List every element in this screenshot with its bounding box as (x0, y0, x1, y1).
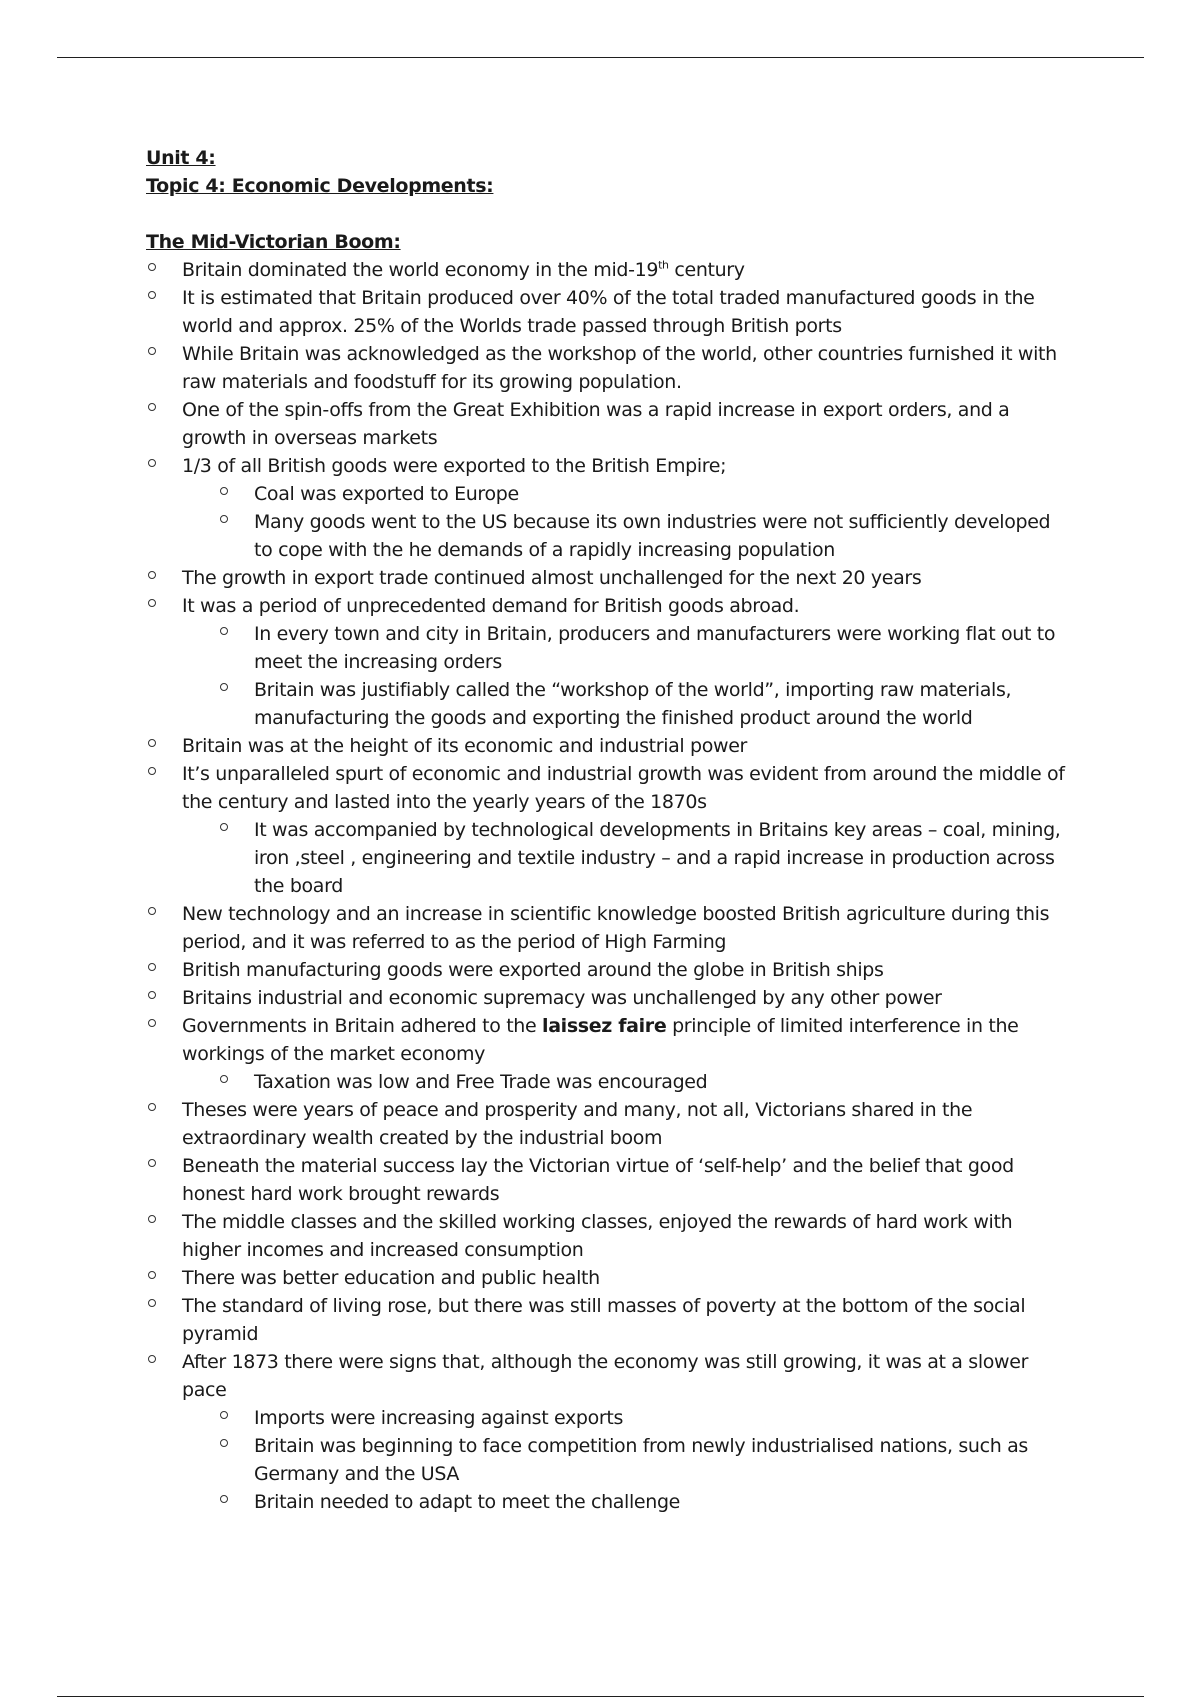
sub-list-item-text: Britain needed to adapt to meet the challenge (254, 1491, 680, 1513)
sub-list-item (146, 1404, 1066, 1432)
sub-list-item (146, 676, 1066, 732)
list-item-text: The growth in export trade continued almost unchallenged for the next 20 years (182, 567, 922, 589)
list-item (146, 340, 1066, 396)
list-item (146, 564, 1066, 592)
bullet-icon (220, 515, 228, 523)
bullet-icon (148, 403, 156, 411)
list-item-text: Britain was at the height of its economic and industrial power (182, 735, 748, 757)
list-item-text: It is estimated that Britain produced over 40% of the total traded manufactured goods in the world and approx. 25% of the Worlds trade passed through British ports (182, 287, 1035, 337)
bullet-icon (220, 627, 228, 635)
list-item (146, 256, 1066, 284)
list-item-text: While Britain was acknowledged as the workshop of the world, other countries furnished it with raw materials and foodstuff for its growing population. (182, 343, 1057, 393)
list-item (146, 452, 1066, 564)
list-item-text: One of the spin-offs from the Great Exhibition was a rapid increase in export orders, and a growth in overseas markets (182, 399, 1010, 449)
list-item-text: British manufacturing goods were exported around the globe in British ships (182, 959, 884, 981)
bullet-icon (148, 991, 156, 999)
spacer (146, 200, 1066, 228)
list-item (146, 1152, 1066, 1208)
list-item-text: It’s unparalleled spurt of economic and industrial growth was evident from around the middle of the century and lasted into the yearly years of the 1870s (182, 763, 1065, 813)
bullet-icon (148, 1299, 156, 1307)
list-item (146, 284, 1066, 340)
sub-list (182, 1068, 1066, 1096)
sub-list-item-text: Many goods went to the US because its own industries were not sufficiently developed to cope with the he demands of a rapidly increasing population (254, 511, 1051, 561)
sub-list (182, 480, 1066, 564)
superscript: th (658, 258, 669, 272)
bullet-icon (148, 1159, 156, 1167)
sub-list-item-text: Britain was justifiably called the “workshop of the world”, importing raw materials, manufacturing the goods and exporting the finished product around the world (254, 679, 1012, 729)
bullet-icon (148, 263, 156, 271)
list-item-text: After 1873 there were signs that, although the economy was still growing, it was at a slower pace (182, 1351, 1029, 1401)
list-item-text: Beneath the material success lay the Victorian virtue of ‘self-help’ and the belief that good honest hard work brought rewards (182, 1155, 1014, 1205)
sub-list (182, 620, 1066, 732)
list-item-text: Britain dominated the world economy in the mid-19 (182, 259, 659, 281)
document-body (146, 144, 1066, 1516)
bullet-icon (148, 347, 156, 355)
list-item (146, 760, 1066, 900)
bullet-icon (148, 1271, 156, 1279)
sub-list-item-text: Taxation was low and Free Trade was encouraged (254, 1071, 708, 1093)
sub-list-item (146, 508, 1066, 564)
sub-list (182, 1404, 1066, 1516)
sub-list-item-text: Coal was exported to Europe (254, 483, 519, 505)
list-item (146, 1264, 1066, 1292)
list-item-text: Theses were years of peace and prosperity and many, not all, Victorians shared in the extraordinary wealth created by the industrial boom (182, 1099, 973, 1149)
sub-list-item (146, 620, 1066, 676)
bullet-list (146, 256, 1066, 1516)
list-item-text: principle of limited interference in the workings of the market economy (182, 1015, 1019, 1065)
list-item (146, 1096, 1066, 1152)
list-item (146, 984, 1066, 1012)
sub-list-item (146, 1432, 1066, 1488)
bullet-icon (148, 767, 156, 775)
list-item-text: 1/3 of all British goods were exported to the British Empire; (182, 455, 727, 477)
bullet-icon (220, 823, 228, 831)
bullet-icon (148, 907, 156, 915)
bullet-icon (148, 1103, 156, 1111)
bold-term: laissez faire (542, 1015, 667, 1037)
bullet-icon (148, 599, 156, 607)
sub-list-item (146, 1488, 1066, 1516)
sub-list-item (146, 816, 1066, 900)
bullet-icon (148, 1019, 156, 1027)
list-item-text: There was better education and public health (182, 1267, 600, 1289)
section-title: The Mid-Victorian Boom: (146, 231, 401, 253)
bullet-icon (148, 459, 156, 467)
bullet-icon (148, 571, 156, 579)
list-item-text: Britains industrial and economic supremacy was unchallenged by any other power (182, 987, 942, 1009)
bullet-icon (220, 1411, 228, 1419)
bullet-icon (148, 1355, 156, 1363)
footer-rule (57, 1696, 1144, 1697)
bullet-icon (148, 739, 156, 747)
sub-list (182, 816, 1066, 900)
bullet-icon (220, 1439, 228, 1447)
bullet-icon (148, 963, 156, 971)
list-item-text: Governments in Britain adhered to the (182, 1015, 543, 1037)
sub-list-item-text: It was accompanied by technological developments in Britains key areas – coal, mining, iron ,steel , engineering and textile industry – and a rapid increase in production across the board (254, 819, 1061, 897)
list-item (146, 1292, 1066, 1348)
bullet-icon (220, 1075, 228, 1083)
list-item-text: century (668, 259, 745, 281)
sub-list-item (146, 480, 1066, 508)
topic-heading: Topic 4: Economic Developments: (146, 175, 494, 197)
list-item (146, 1012, 1066, 1096)
list-item (146, 900, 1066, 956)
bullet-icon (220, 487, 228, 495)
list-item-text: New technology and an increase in scientific knowledge boosted British agriculture during this period, and it was referred to as the period of High Farming (182, 903, 1050, 953)
list-item (146, 396, 1066, 452)
list-item (146, 956, 1066, 984)
list-item (146, 1208, 1066, 1264)
list-item (146, 1348, 1066, 1516)
list-item-text: The standard of living rose, but there was still masses of poverty at the bottom of the social pyramid (182, 1295, 1026, 1345)
bullet-icon (148, 1215, 156, 1223)
sub-list-item (146, 1068, 1066, 1096)
sub-list-item-text: Britain was beginning to face competition from newly industrialised nations, such as Germany and the USA (254, 1435, 1028, 1485)
list-item (146, 732, 1066, 760)
list-item-text: The middle classes and the skilled working classes, enjoyed the rewards of hard work with higher incomes and increased consumption (182, 1211, 1013, 1261)
list-item-text: It was a period of unprecedented demand for British goods abroad. (182, 595, 800, 617)
header-rule (57, 57, 1144, 58)
bullet-icon (148, 291, 156, 299)
bullet-icon (220, 683, 228, 691)
sub-list-item-text: Imports were increasing against exports (254, 1407, 624, 1429)
unit-heading: Unit 4: (146, 147, 216, 169)
sub-list-item-text: In every town and city in Britain, producers and manufacturers were working flat out to meet the increasing orders (254, 623, 1056, 673)
bullet-icon (220, 1495, 228, 1503)
list-item (146, 592, 1066, 732)
